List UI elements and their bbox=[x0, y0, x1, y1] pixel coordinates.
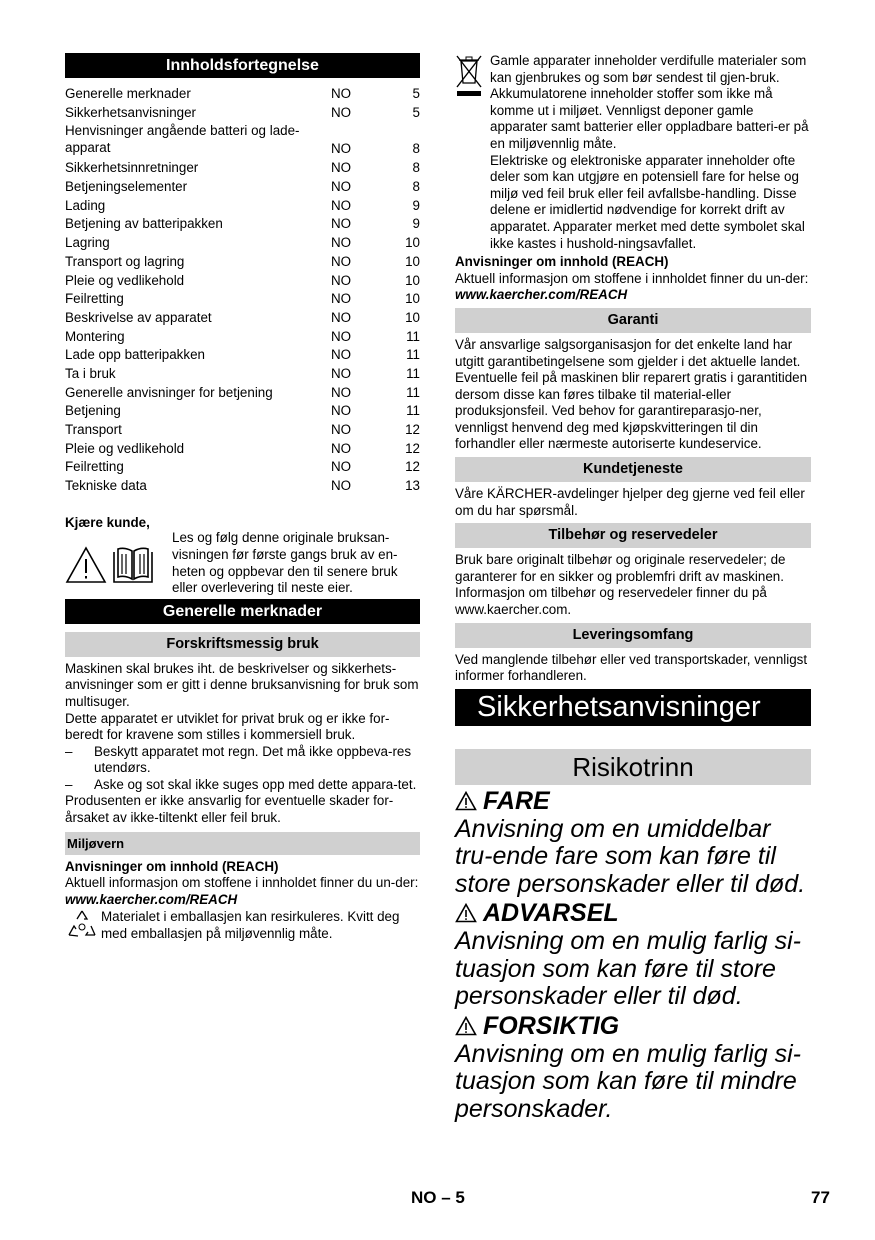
paragraph: Ved manglende tilbehør eller ved transportskader, vennligst informer forhandleren. bbox=[455, 651, 808, 684]
warning-icon bbox=[455, 1016, 477, 1036]
risk-level-text: Anvisning om en mulig farlig si-tuasjon som kan føre til store personskader eller til død. bbox=[455, 927, 801, 1011]
right-column bbox=[455, 53, 811, 1123]
toc-entry[interactable]: Feilretting NO 12 bbox=[65, 459, 420, 475]
toc-entry[interactable]: Tekniske data NO 13 bbox=[65, 478, 420, 494]
subsection-title-accessories: Tilbehør og reservedeler bbox=[455, 523, 811, 548]
subsection-title-delivery: Leveringsomfang bbox=[455, 623, 811, 648]
footer-page-number: 77 bbox=[811, 1188, 830, 1207]
toc-entry[interactable]: Lade opp batteripakken NO 11 bbox=[65, 347, 420, 363]
warning-icon bbox=[455, 903, 477, 923]
subsection-title-service: Kundetjeneste bbox=[455, 457, 811, 482]
intro-text: Les og følg denne originale bruksan-visningen før første gangs bruk av en-heten og oppbevar den til senere bruk eller overlevering til neste eier. bbox=[172, 530, 398, 596]
greeting: Kjære kunde, bbox=[65, 514, 150, 530]
recycle-text: Materialet i emballasjen kan resirkuleres. Kvitt deg med emballasjen på miljøvennlig måte. bbox=[101, 909, 400, 942]
toc-entry[interactable]: Betjeningselementer NO 8 bbox=[65, 179, 420, 195]
paragraph: Produsenten er ikke ansvarlig for eventuelle skader for-årsaket av ikke-tiltenkt eller feil bruk. bbox=[65, 793, 394, 826]
toc-entry[interactable]: Pleie og vedlikehold NO 10 bbox=[65, 272, 420, 288]
disposal-block bbox=[455, 53, 811, 252]
toc-entry[interactable]: Lagring NO 10 bbox=[65, 235, 420, 251]
toc-entry[interactable]: Betjening NO 11 bbox=[65, 403, 420, 419]
toc-entry[interactable]: Sikkerhetsinnretninger NO 8 bbox=[65, 160, 420, 176]
reach-title: Anvisninger om innhold (REACH) bbox=[455, 254, 669, 270]
reach-text: Aktuell informasjon om stoffene i innholdet finner du un-der: bbox=[65, 875, 419, 891]
disposal-icon-wrap bbox=[455, 53, 490, 252]
toc-entry[interactable]: Generelle anvisninger for betjening NO 11 bbox=[65, 384, 420, 400]
recycle-block bbox=[65, 909, 420, 942]
reach-link[interactable]: www.kaercher.com/REACH bbox=[65, 891, 238, 907]
paragraph: Elektriske og elektroniske apparater inneholder ofte deler som kan utgjøre en potensiell fare for helse og miljø ved feil bruk eller feil avfallsbe-handling. Disse delene er imidlertid nødvendige for korrekt drift av apparatet. Apparater merket med dette symbolet skal ikke kastes i hushold-ningsavfallet. bbox=[490, 152, 805, 251]
recycle-icon bbox=[65, 909, 99, 941]
toc-entry[interactable]: Transport og lagring NO 10 bbox=[65, 253, 420, 269]
subsection-title-environment: Miljøvern bbox=[65, 832, 420, 855]
toc-entry[interactable]: Ta i bruk NO 11 bbox=[65, 365, 420, 381]
paragraph: Dette apparatet er utviklet for privat bruk og er ikke for-beredt for kravene som stilles i kommersiell bruk. bbox=[65, 710, 390, 743]
risk-level bbox=[455, 898, 811, 1011]
subsection-title-intended-use: Forskriftsmessig bruk bbox=[65, 632, 420, 657]
intro-block bbox=[65, 530, 420, 596]
section-title-general: Generelle merknader bbox=[65, 599, 420, 624]
toc-title: Innholdsfortegnelse bbox=[65, 53, 420, 78]
intro-icons bbox=[65, 530, 172, 596]
risk-level bbox=[455, 1011, 811, 1124]
paragraph: Bruk bare originalt tilbehør og originale reservedeler; de garanterer for en sikker og problemfri drift av maskinen. Informasjon om tilbehør og reservedeler finner du på www.kaercher.com. bbox=[455, 552, 786, 618]
subsection-title-risk: Risikotrinn bbox=[455, 749, 811, 785]
paragraph: Gamle apparater inneholder verdifulle materialer som kan gjenbrukes og som bør sendest til gjen-bruk. Akkumulatorene inneholder stoffer som ikke må komme ut i miljøet. Vennligst deponer gamle apparater samt batterier eller oppladbare batteri-er på en miljøvennlig måte. bbox=[490, 53, 809, 151]
toc-entry[interactable]: Betjening av batteripakken NO 9 bbox=[65, 216, 420, 232]
paragraph: Våre KÄRCHER-avdelinger hjelper deg gjerne ved feil eller om du har spørsmål. bbox=[455, 486, 805, 518]
section-title-safety: Sikkerhetsanvisninger bbox=[455, 689, 811, 726]
risk-level bbox=[455, 786, 811, 899]
reach-text: Aktuell informasjon om stoffene i innholdet finner du un-der: bbox=[455, 270, 809, 286]
subsection-title-warranty: Garanti bbox=[455, 308, 811, 333]
risk-level-title: ADVARSEL bbox=[455, 898, 811, 928]
crossed-bin-icon bbox=[455, 53, 483, 97]
toc-entry[interactable]: Generelle merknader NO 5 bbox=[65, 86, 420, 101]
toc-entry[interactable]: Beskrivelse av apparatet NO 10 bbox=[65, 309, 420, 325]
manual-book-icon bbox=[111, 546, 155, 584]
footer-section-label: NO – 5 bbox=[411, 1188, 465, 1207]
list-item: – Aske og sot skal ikke suges opp med dette appara-tet. bbox=[65, 776, 417, 792]
warning-icon bbox=[65, 546, 107, 584]
warning-icon bbox=[455, 791, 477, 811]
toc-entry[interactable]: Montering NO 11 bbox=[65, 328, 420, 344]
list-item: – Beskytt apparatet mot regn. Det må ikke oppbeva-res utendørs. bbox=[65, 743, 412, 776]
toc-entry[interactable]: Henvisninger angående batteri og lade-apparat NO 8 bbox=[65, 123, 420, 157]
risk-level-text: Anvisning om en umiddelbar tru-ende fare som kan føre til store personskader eller til død. bbox=[455, 814, 806, 898]
toc-entry[interactable]: Feilretting NO 10 bbox=[65, 291, 420, 307]
risk-level-title: FARE bbox=[455, 786, 811, 816]
toc-entry[interactable]: Sikkerhetsanvisninger NO 5 bbox=[65, 104, 420, 120]
paragraph: Maskinen skal brukes iht. de beskrivelser og sikkerhets-anvisninger som er gitt i denne bruksanvisning for bruk som multisuger. bbox=[65, 660, 419, 709]
reach-link[interactable]: www.kaercher.com/REACH bbox=[455, 287, 628, 303]
toc-entry[interactable]: Lading NO 9 bbox=[65, 197, 420, 213]
table-of-contents bbox=[65, 85, 420, 496]
paragraph: Vår ansvarlige salgsorganisasjon for det enkelte land har utgitt garantibetingelsene som gjelder i det aktuelle landet. Eventuelle feil på maskinen blir reparert gratis i garantitiden dersom disse kan føres tilbake til material-eller produksjonsfeil. Ved behov for garantireparasjo-ner, vennligst henvend deg med kjøpskvitteringen til din forhandler eller nærmeste autoriserte kundeservice. bbox=[455, 336, 808, 452]
reach-title: Anvisninger om innhold (REACH) bbox=[65, 858, 279, 874]
risk-level-text: Anvisning om en mulig farlig si-tuasjon som kan føre til mindre personskader. bbox=[455, 1039, 801, 1123]
toc-entry[interactable]: Pleie og vedlikehold NO 12 bbox=[65, 440, 420, 456]
left-column bbox=[65, 53, 420, 943]
toc-entry[interactable]: Transport NO 12 bbox=[65, 422, 420, 437]
risk-level-title: FORSIKTIG bbox=[455, 1011, 811, 1041]
